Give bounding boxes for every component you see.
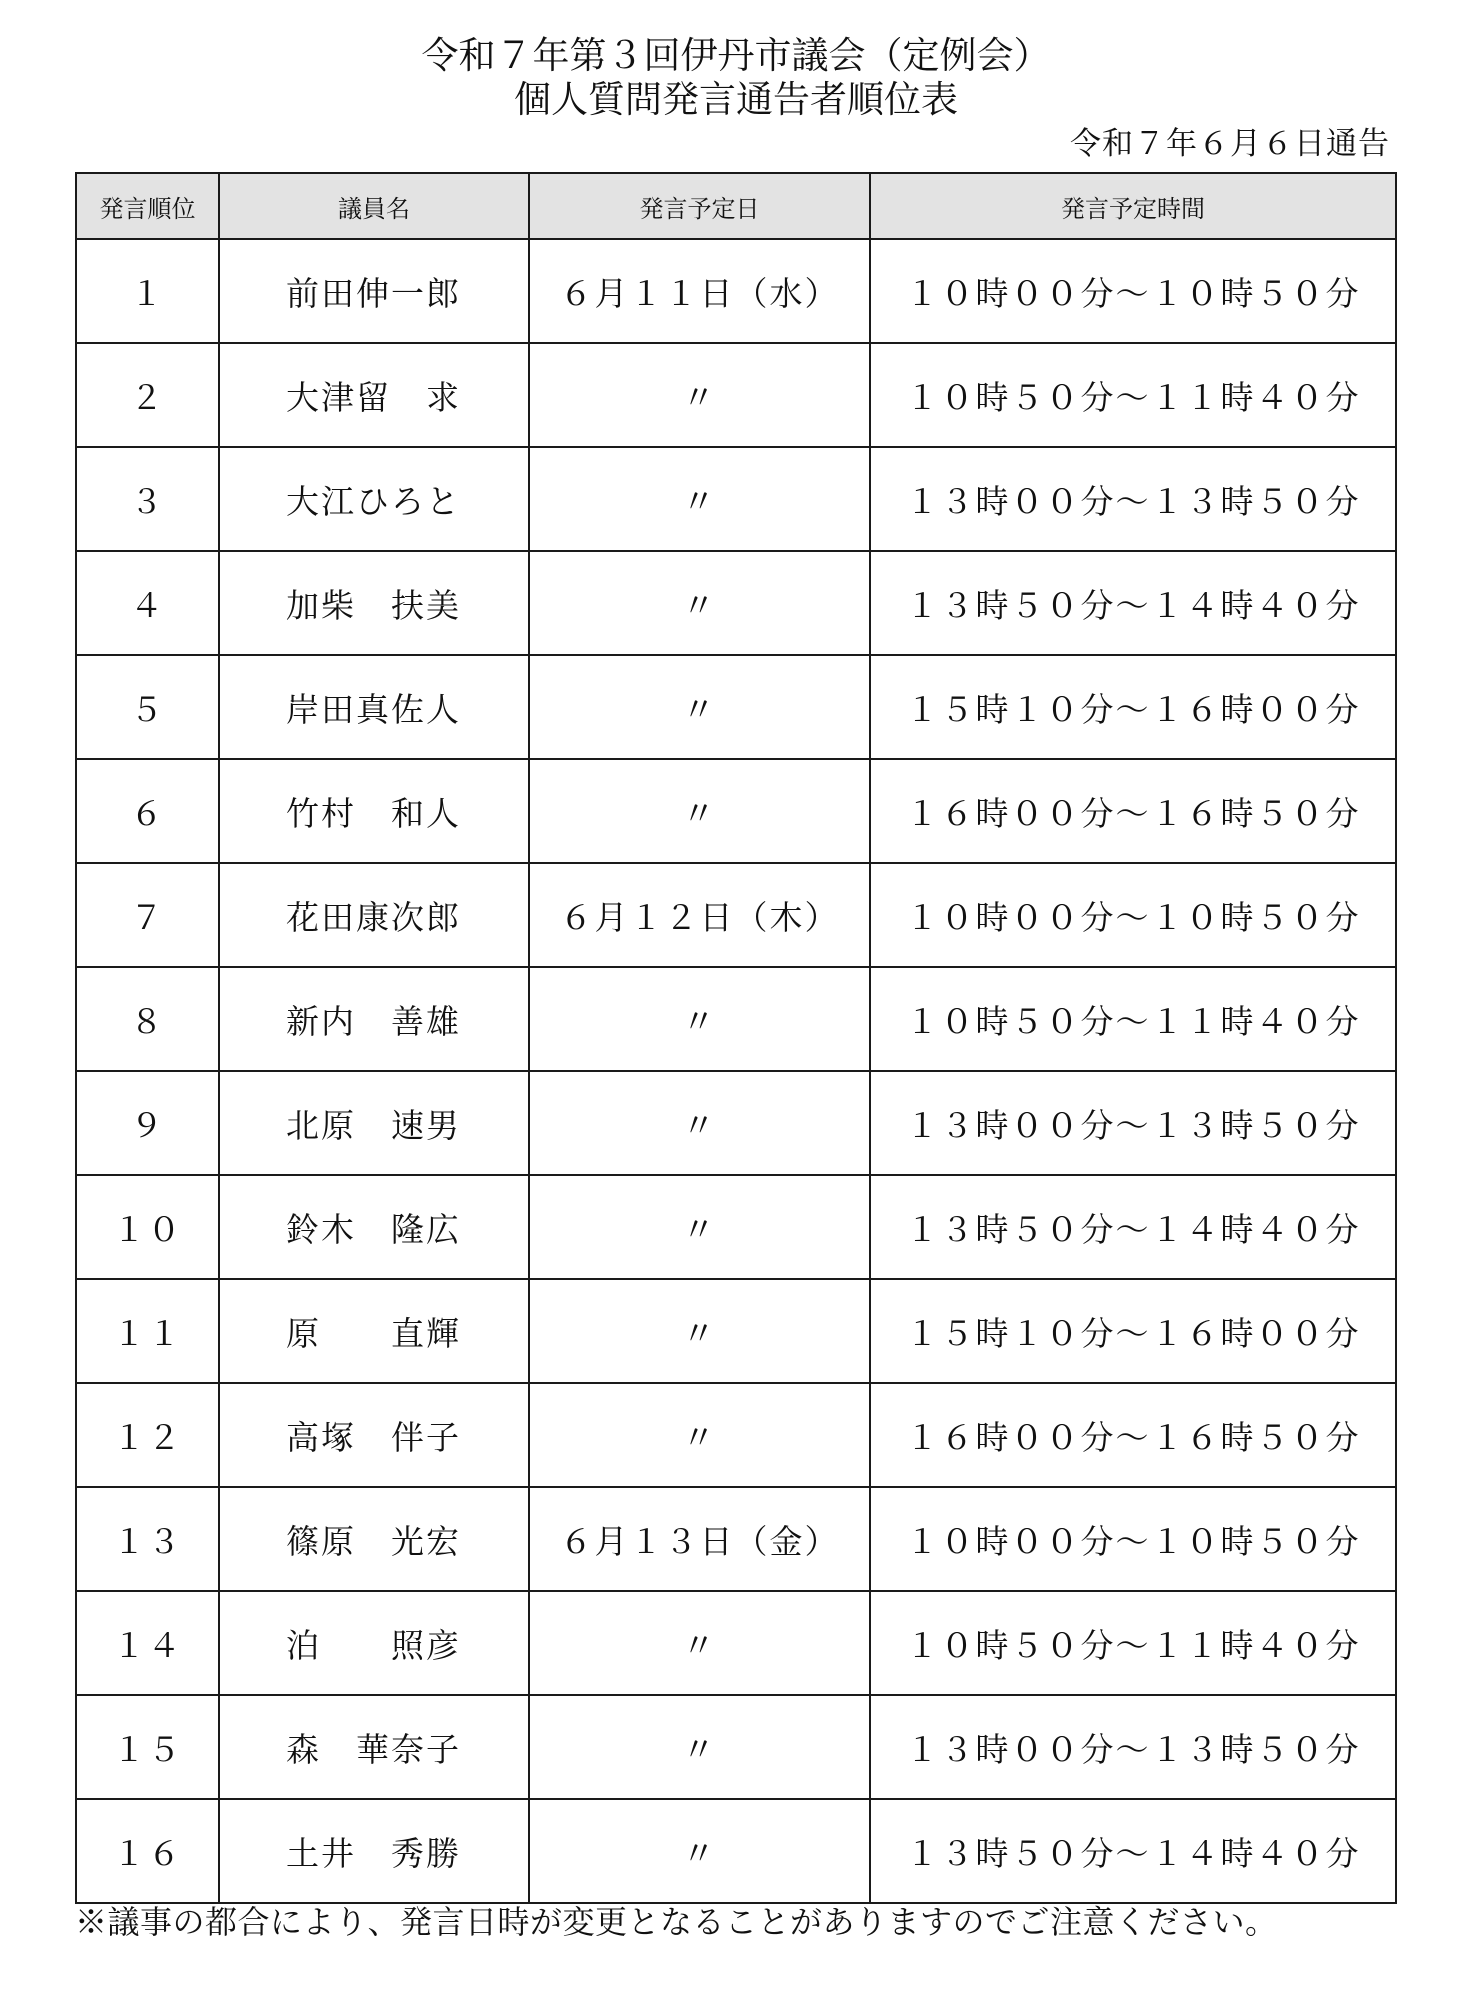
table-row — [76, 1591, 1396, 1695]
time-cell: １０時５０分～１１時４０分 — [870, 343, 1396, 447]
name-cell: 竹村 和人 — [219, 759, 529, 863]
date-cell: 〃 — [529, 967, 870, 1071]
order-cell: １５ — [76, 1695, 219, 1799]
header-date: 発言予定日 — [529, 173, 870, 239]
table-row — [76, 447, 1396, 551]
header-time: 発言予定時間 — [870, 173, 1396, 239]
date-cell: 〃 — [529, 1591, 870, 1695]
date-cell: 〃 — [529, 1071, 870, 1175]
name-cell: 鈴木 隆広 — [219, 1175, 529, 1279]
order-cell: １１ — [76, 1279, 219, 1383]
table-row — [76, 967, 1396, 1071]
order-cell: ６ — [76, 759, 219, 863]
order-cell: １ — [76, 239, 219, 343]
time-cell: １０時００分～１０時５０分 — [870, 863, 1396, 967]
order-cell: １０ — [76, 1175, 219, 1279]
order-cell: ８ — [76, 967, 219, 1071]
date-cell: 〃 — [529, 1695, 870, 1799]
time-cell: １３時５０分～１４時４０分 — [870, 551, 1396, 655]
table-row — [76, 1799, 1396, 1903]
table-row — [76, 1071, 1396, 1175]
table-row — [76, 1487, 1396, 1591]
date-cell: 〃 — [529, 759, 870, 863]
time-cell: １６時００分～１６時５０分 — [870, 1383, 1396, 1487]
order-cell: １２ — [76, 1383, 219, 1487]
table-row — [76, 551, 1396, 655]
name-cell: 原 直輝 — [219, 1279, 529, 1383]
document-subtitle: 個人質問発言通告者順位表 — [514, 78, 958, 121]
time-cell: １５時１０分～１６時００分 — [870, 655, 1396, 759]
date-cell: ６月１１日（水） — [529, 239, 870, 343]
name-cell: 花田康次郎 — [219, 863, 529, 967]
document-title: 令和７年第３回伊丹市議会（定例会） — [421, 34, 1051, 77]
table-row — [76, 759, 1396, 863]
order-cell: １６ — [76, 1799, 219, 1903]
table-row — [76, 1175, 1396, 1279]
order-cell: ４ — [76, 551, 219, 655]
name-cell: 篠原 光宏 — [219, 1487, 529, 1591]
name-cell: 森 華奈子 — [219, 1695, 529, 1799]
header-order: 発言順位 — [76, 173, 219, 239]
time-cell: １０時５０分～１１時４０分 — [870, 1591, 1396, 1695]
name-cell: 大江ひろと — [219, 447, 529, 551]
table-row — [76, 1695, 1396, 1799]
date-cell: ６月１３日（金） — [529, 1487, 870, 1591]
name-cell: 加柴 扶美 — [219, 551, 529, 655]
time-cell: １３時５０分～１４時４０分 — [870, 1175, 1396, 1279]
table-row — [76, 239, 1396, 343]
time-cell: １３時５０分～１４時４０分 — [870, 1799, 1396, 1903]
time-cell: １０時５０分～１１時４０分 — [870, 967, 1396, 1071]
name-cell: 岸田真佐人 — [219, 655, 529, 759]
order-cell: １３ — [76, 1487, 219, 1591]
date-cell: ６月１２日（木） — [529, 863, 870, 967]
time-cell: １０時００分～１０時５０分 — [870, 1487, 1396, 1591]
date-cell: 〃 — [529, 1175, 870, 1279]
name-cell: 高塚 伴子 — [219, 1383, 529, 1487]
table-row — [76, 1383, 1396, 1487]
order-cell: ５ — [76, 655, 219, 759]
table-header-row — [76, 173, 1396, 239]
table-row — [76, 343, 1396, 447]
name-cell: 泊 照彦 — [219, 1591, 529, 1695]
table-row — [76, 1279, 1396, 1383]
date-cell: 〃 — [529, 343, 870, 447]
order-cell: ７ — [76, 863, 219, 967]
time-cell: １０時００分～１０時５０分 — [870, 239, 1396, 343]
name-cell: 北原 速男 — [219, 1071, 529, 1175]
time-cell: １５時１０分～１６時００分 — [870, 1279, 1396, 1383]
order-cell: １４ — [76, 1591, 219, 1695]
time-cell: １３時００分～１３時５０分 — [870, 447, 1396, 551]
notice-date: 令和７年６月６日通告 — [1070, 126, 1390, 162]
date-cell: 〃 — [529, 1279, 870, 1383]
footnote: ※議事の都合により、発言日時が変更となることがありますのでご注意ください。 — [75, 1903, 1278, 1941]
date-cell: 〃 — [529, 551, 870, 655]
order-cell: ９ — [76, 1071, 219, 1175]
date-cell: 〃 — [529, 447, 870, 551]
date-cell: 〃 — [529, 655, 870, 759]
name-cell: 大津留 求 — [219, 343, 529, 447]
table-row — [76, 655, 1396, 759]
table-row — [76, 863, 1396, 967]
order-cell: ３ — [76, 447, 219, 551]
name-cell: 土井 秀勝 — [219, 1799, 529, 1903]
time-cell: １３時００分～１３時５０分 — [870, 1071, 1396, 1175]
name-cell: 前田伸一郎 — [219, 239, 529, 343]
name-cell: 新内 善雄 — [219, 967, 529, 1071]
speaker-order-table — [75, 172, 1397, 1904]
date-cell: 〃 — [529, 1383, 870, 1487]
order-cell: ２ — [76, 343, 219, 447]
time-cell: １６時００分～１６時５０分 — [870, 759, 1396, 863]
time-cell: １３時００分～１３時５０分 — [870, 1695, 1396, 1799]
header-name: 議員名 — [219, 173, 529, 239]
date-cell: 〃 — [529, 1799, 870, 1903]
